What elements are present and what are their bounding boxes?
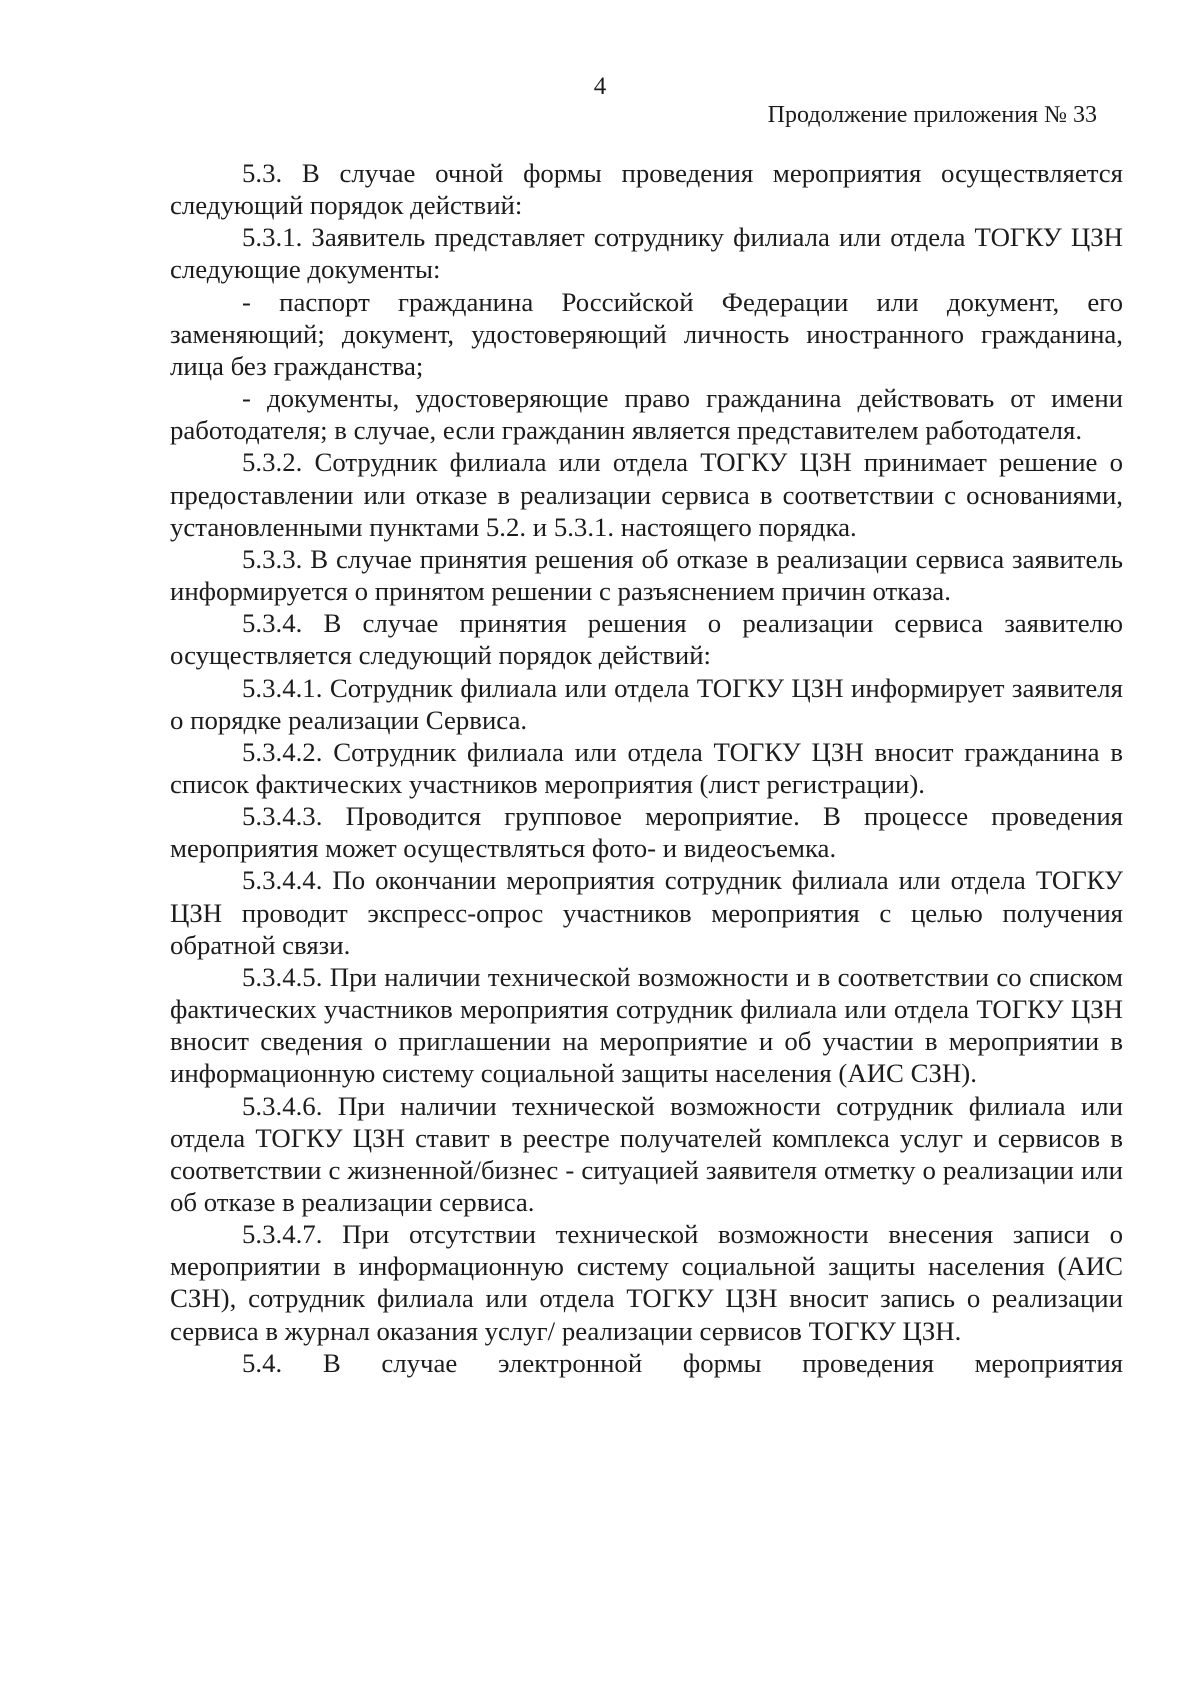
paragraph-5-3-4-7: 5.3.4.7. При отсутствии технической возможности внесения записи о мероприятии в информационную систему социальной защиты населения (АИС СЗН), сотрудник филиала или отдела ТОГКУ ЦЗН вносит запись о реализации сервиса в журнал оказания услуг/ реализации сервисов ТОГКУ ЦЗН. (170, 1219, 1123, 1346)
paragraph-5-3-4: 5.3.4. В случае принятия решения о реализации сервиса заявителю осуществляется следующий порядок действий: (170, 608, 1123, 671)
paragraph-5-3-4-1: 5.3.4.1. Сотрудник филиала или отдела ТОГКУ ЦЗН информирует заявителя о порядке реализации Сервиса. (170, 672, 1123, 735)
paragraph-5-4: 5.4. В случае электронной формы проведения мероприятия (242, 1347, 1123, 1378)
page-number: 4 (593, 73, 607, 100)
paragraph-5-3-2: 5.3.2. Сотрудник филиала или отдела ТОГКУ ЦЗН принимает решение о предоставлении или отказе в реализации сервиса в соответствии с основаниями, установленными пунктами 5.2. и 5.3.1. настоящего порядка. (170, 447, 1123, 542)
paragraph-passport-item: - паспорт гражданина Российской Федерации или документ, его заменяющий; документ, удостоверяющий личность иностранного гражданина, лица без гражданства; (170, 286, 1123, 381)
paragraph-5-3-1: 5.3.1. Заявитель представляет сотруднику филиала или отдела ТОГКУ ЦЗН следующие документы: (170, 222, 1123, 285)
paragraph-5-3-4-2: 5.3.4.2. Сотрудник филиала или отдела ТОГКУ ЦЗН вносит гражданина в список фактических участников мероприятия (лист регистрации). (170, 736, 1123, 799)
document-body (170, 157, 1123, 1379)
paragraph-5-3-4-3: 5.3.4.3. Проводится групповое мероприятие. В процессе проведения мероприятия может осуществляться фото- и видеосъемка. (170, 801, 1123, 864)
appendix-continuation-note: Продолжение приложения № 33 (767, 102, 1097, 128)
paragraph-authority-documents-item: - документы, удостоверяющие право гражданина действовать от имени работодателя; в случае, если гражданин является представителем работодателя. (170, 383, 1123, 446)
paragraph-5-3-4-4: 5.3.4.4. По окончании мероприятия сотрудник филиала или отдела ТОГКУ ЦЗН проводит экспресс-опрос участников мероприятия с целью получения обратной связи. (170, 865, 1123, 960)
paragraph-5-3-3: 5.3.3. В случае принятия решения об отказе в реализации сервиса заявитель информируется о принятом решении с разъяснением причин отказа. (170, 543, 1123, 607)
paragraph-5-3: 5.3. В случае очной формы проведения мероприятия осуществляется следующий порядок действий: (170, 158, 1123, 221)
paragraph-5-3-4-6: 5.3.4.6. При наличии технической возможности сотрудник филиала или отдела ТОГКУ ЦЗН ставит в реестре получателей комплекса услуг и сервисов в соответствии с жизненной/бизнес - ситуацией заявителя отметку о реализации или об отказе в реализации сервиса. (170, 1090, 1123, 1217)
paragraph-5-3-4-5: 5.3.4.5. При наличии технической возможности и в соответствии со списком фактических участников мероприятия сотрудник филиала или отдела ТОГКУ ЦЗН вносит сведения о приглашении на мероприятие и об участии в мероприятии в информационную систему социальной защиты населения (АИС СЗН). (170, 961, 1123, 1089)
